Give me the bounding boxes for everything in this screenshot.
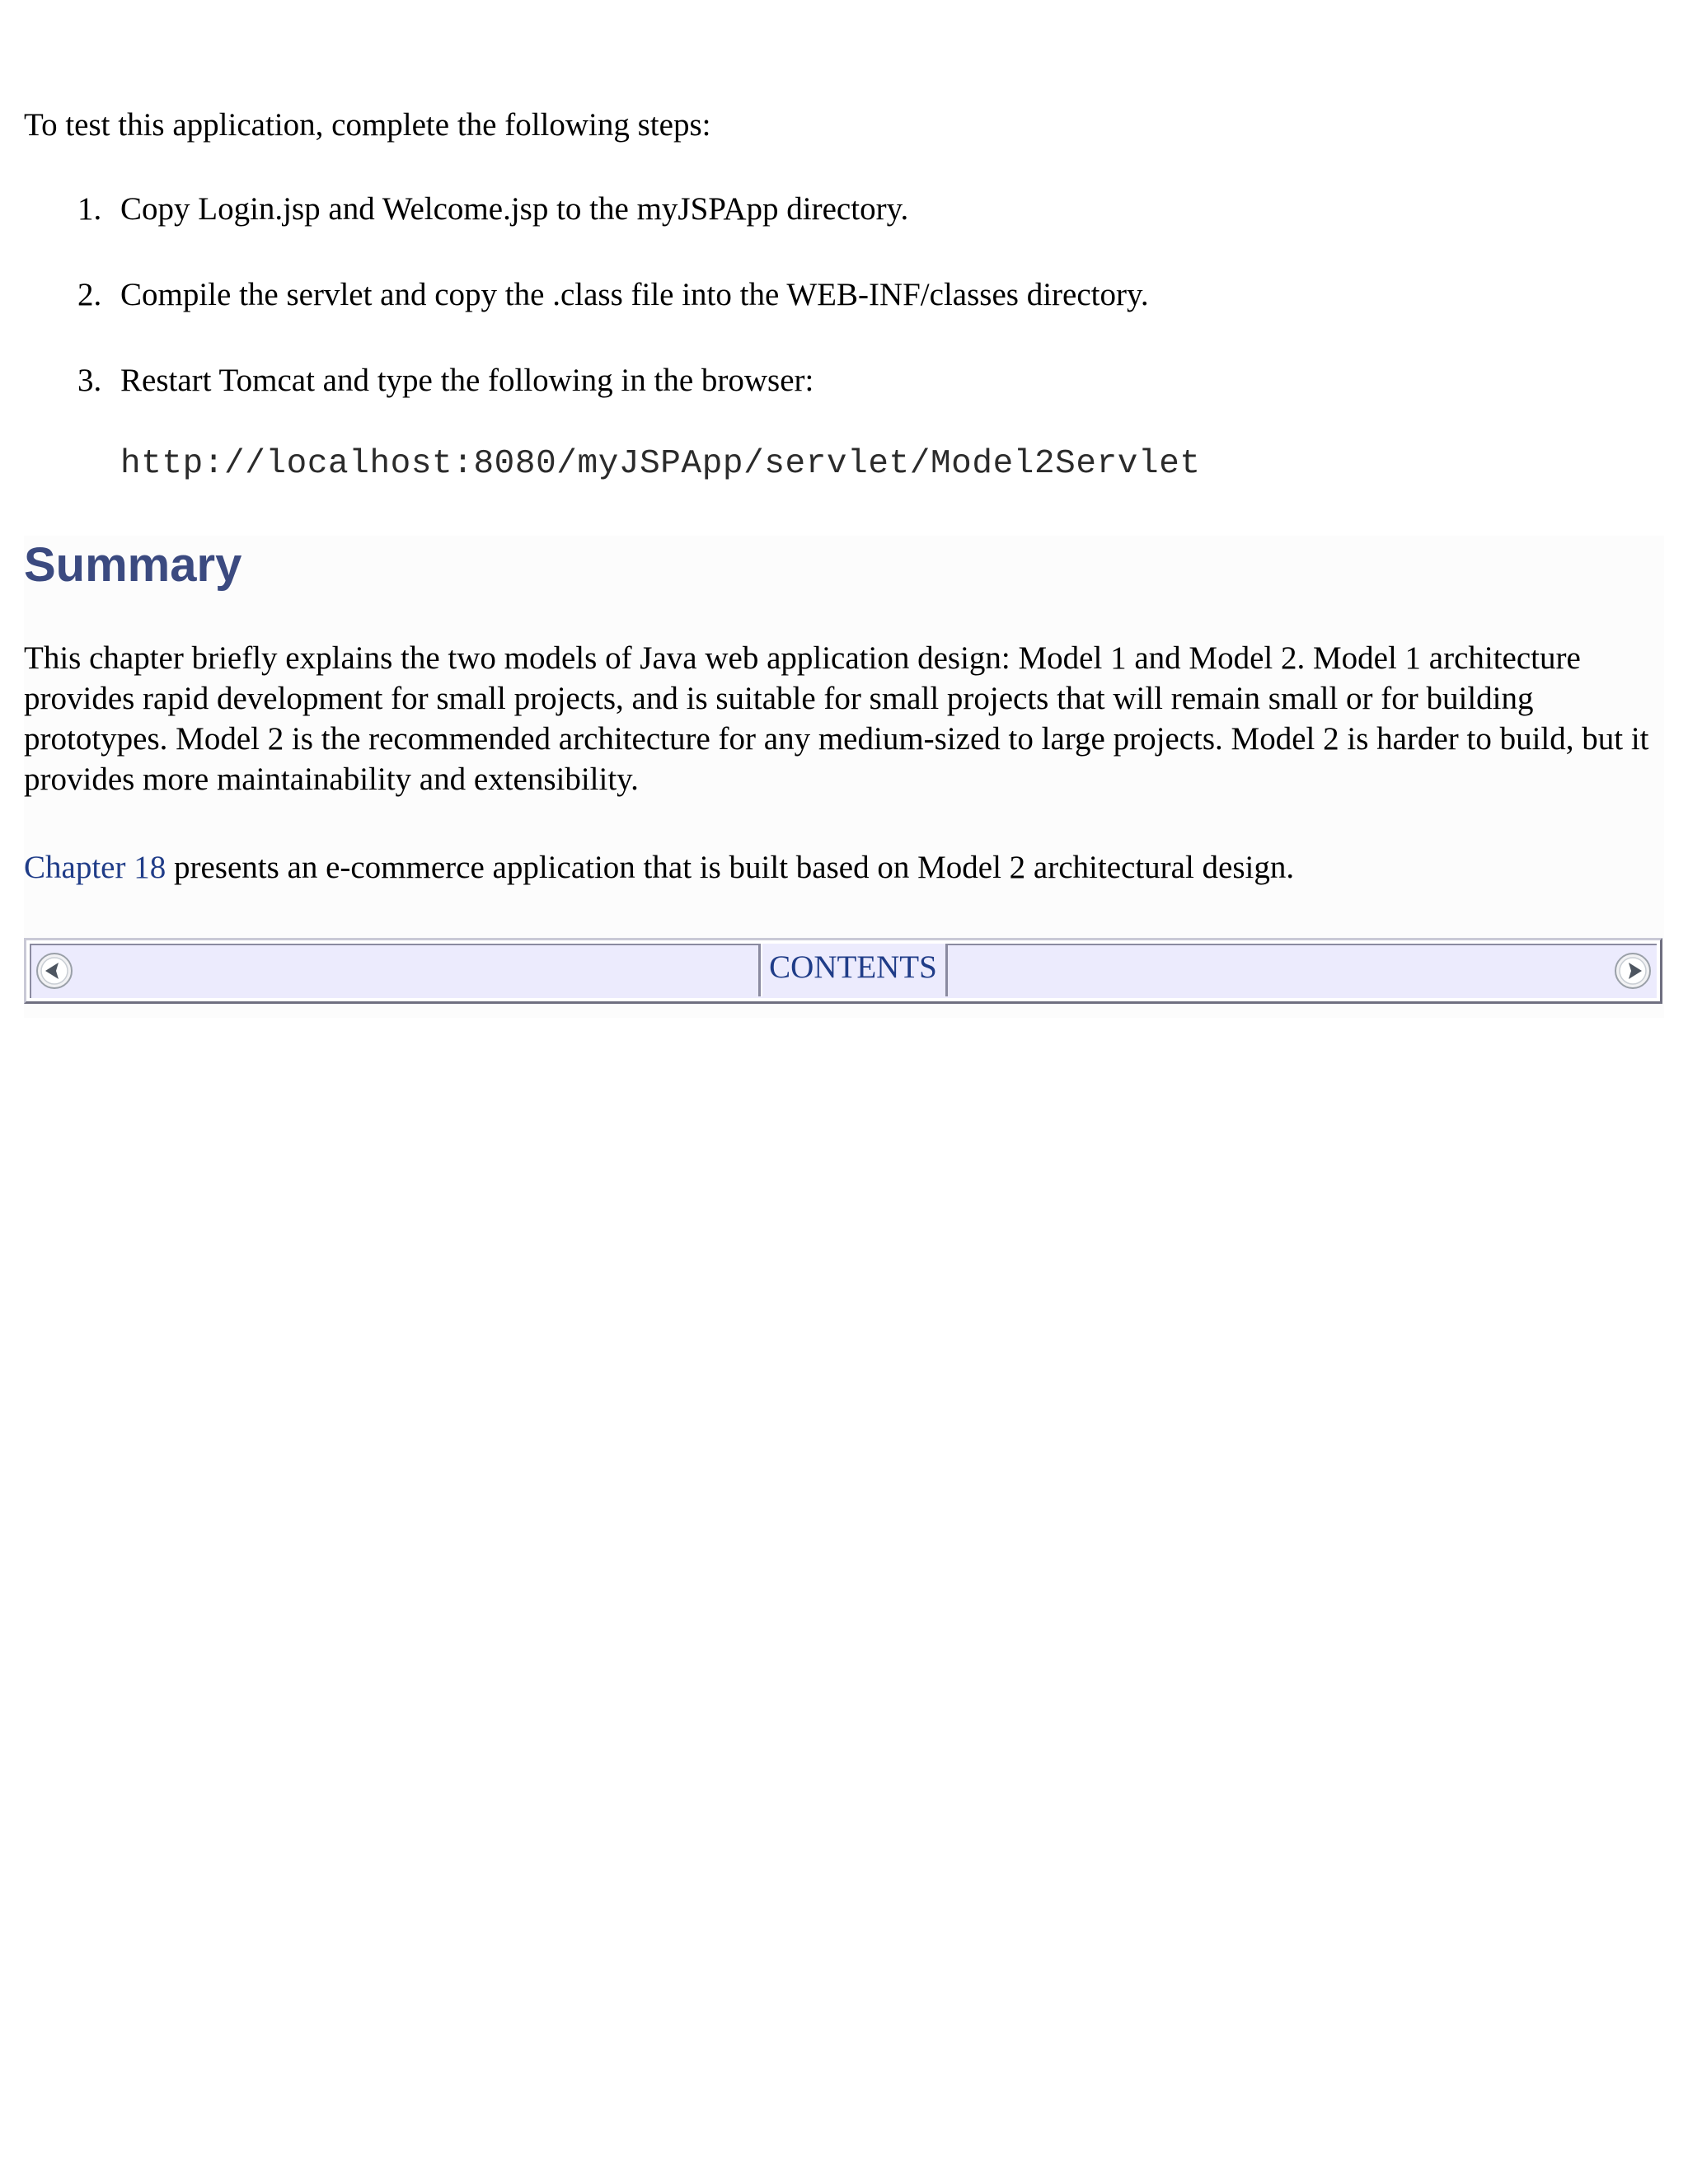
contents-link[interactable]: CONTENTS <box>769 949 937 985</box>
navigation-bar <box>24 938 1662 1004</box>
contents-cell <box>758 944 948 996</box>
code-url: http://localhost:8080/myJSPApp/servlet/Model2Servlet <box>120 445 1201 483</box>
next-chapter-text: presents an e-commerce application that is built based on Model 2 architectural design. <box>166 850 1295 885</box>
chapter-link[interactable]: Chapter 18 <box>24 850 166 885</box>
previous-page-button[interactable] <box>35 952 73 990</box>
step-text: Restart Tomcat and type the following in the browser: <box>120 363 814 398</box>
navigation-bar-inner <box>30 944 1657 998</box>
next-chapter-paragraph <box>24 845 1664 891</box>
arrow-right-circle-icon <box>1614 952 1652 990</box>
next-page-button[interactable] <box>1614 952 1652 990</box>
section-heading: Summary <box>24 538 242 592</box>
step-number: 1. <box>77 191 102 227</box>
step-number: 3. <box>77 363 102 398</box>
intro-text: To test this application, complete the following steps: <box>24 107 711 143</box>
arrow-left-circle-icon <box>35 952 73 990</box>
summary-paragraph: This chapter briefly explains the two models of Java web application design: Model 1 and Model 2. Model 1 architecture provides rapid development for small projects, and is suitable for small projects that will remain small or for building prototypes. Model 2 is the recommended architecture for any medium-sized to large projects. Model 2 is harder to build, but it provides more maintainability and extensibility. <box>24 640 1649 797</box>
step-text: Copy Login.jsp and Welcome.jsp to the myJSPApp directory. <box>120 191 909 227</box>
step-number: 2. <box>77 277 102 312</box>
step-text: Compile the servlet and copy the .class file into the WEB-INF/classes directory. <box>120 277 1149 312</box>
